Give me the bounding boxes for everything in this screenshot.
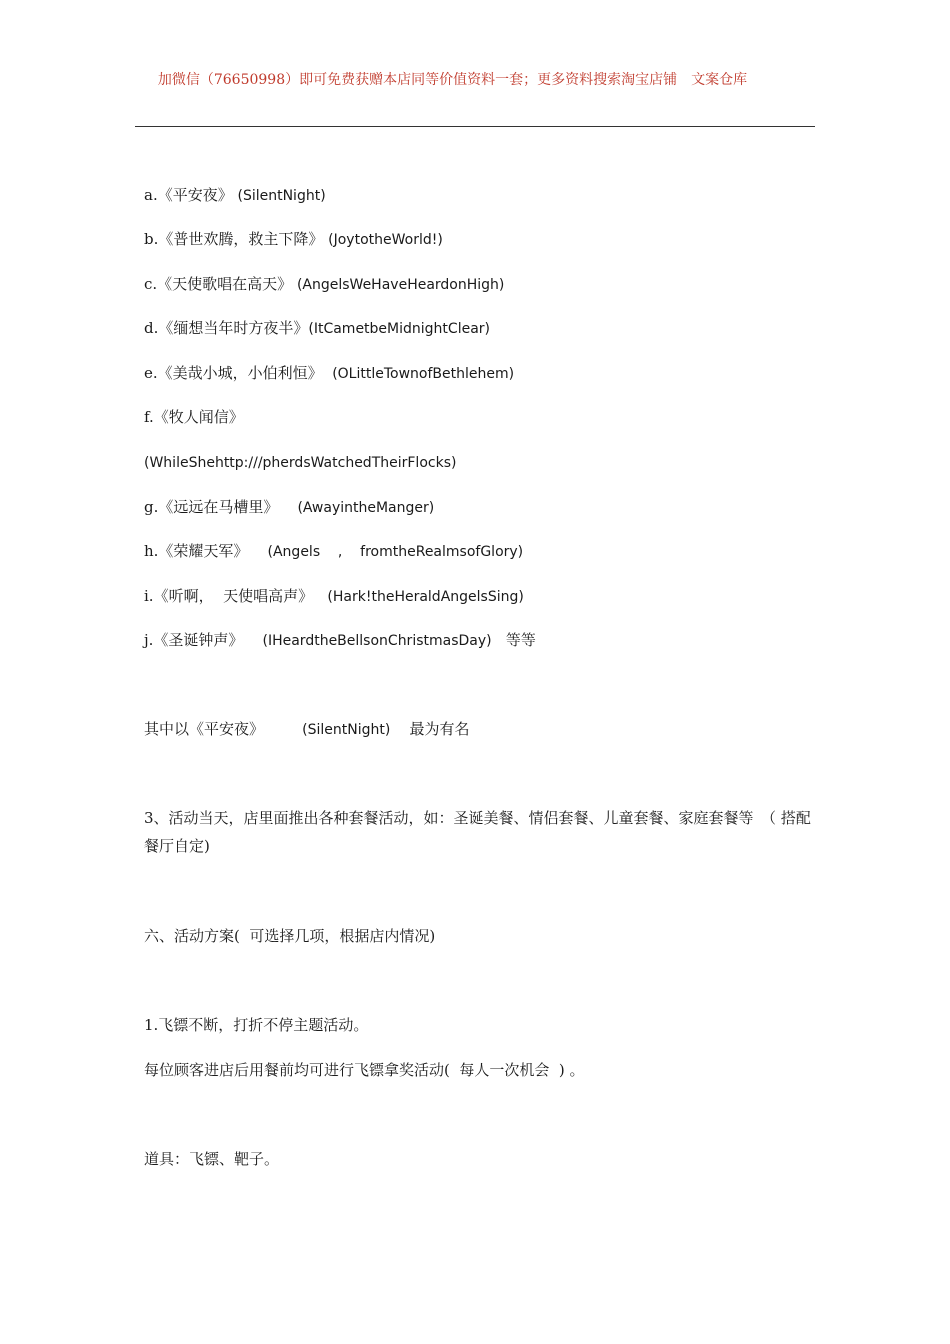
song-item-h: h.《荣耀天军》 (Angels , fromtheRealmsofGlory) <box>144 542 524 560</box>
song-item-c: c.《天使歌唱在高天》 (AngelsWeHaveHeardonHigh) <box>144 275 505 293</box>
song-item-g: g.《远远在马槽里》 (AwayintheManger) <box>144 498 435 516</box>
header-divider <box>135 126 815 127</box>
song-item-j: j.《圣诞钟声》 (IHeardtheBellsonChristmasDay) 等等 <box>144 631 536 649</box>
song-item-f-english: (WhileShehttp:///pherdsWatchedTheirFlocks) <box>144 455 457 471</box>
song-item-f: f.《牧人闻信》 <box>144 408 244 426</box>
song-item-i: i.《听啊， 天使唱高声》 (Hark!theHeraldAngelsSing) <box>144 587 524 605</box>
songs-suffix: 等等 <box>505 631 536 649</box>
song-item-e: e.《美哉小城，小伯利恒》 (OLittleTownofBethlehem) <box>144 364 515 382</box>
song-item-d: d.《缅想当年时方夜半》(ItCametbeMidnightClear) <box>144 319 490 337</box>
item-1-description: 每位顾客进店后用餐前均可进行飞镖拿奖活动( 每人一次机会 ) 。 <box>144 1061 585 1079</box>
item-3-paragraph: 3、活动当天，店里面推出各种套餐活动，如：圣诞美餐、情侣套餐、儿童套餐、家庭套餐等 （ 搭配餐厅自定) <box>144 809 811 855</box>
props-line: 道具：飞镖、靶子。 <box>144 1150 280 1168</box>
section-6-heading: 六、活动方案( 可选择几项，根据店内情况) <box>144 927 436 945</box>
header-promo-note: 加微信（76650998）即可免费获赠本店同等价值资料一套；更多资料搜索淘宝店铺 文案仓库 <box>157 72 748 88</box>
song-item-a: a.《平安夜》 (SilentNight) <box>144 186 326 204</box>
famous-song-line: 其中以《平安夜》 (SilentNight) 最为有名 <box>144 720 470 738</box>
item-1-title: 1.飞镖不断，打折不停主题活动。 <box>144 1016 369 1034</box>
song-item-b: b.《普世欢腾，救主下降》 (JoytotheWorld!) <box>144 230 443 248</box>
